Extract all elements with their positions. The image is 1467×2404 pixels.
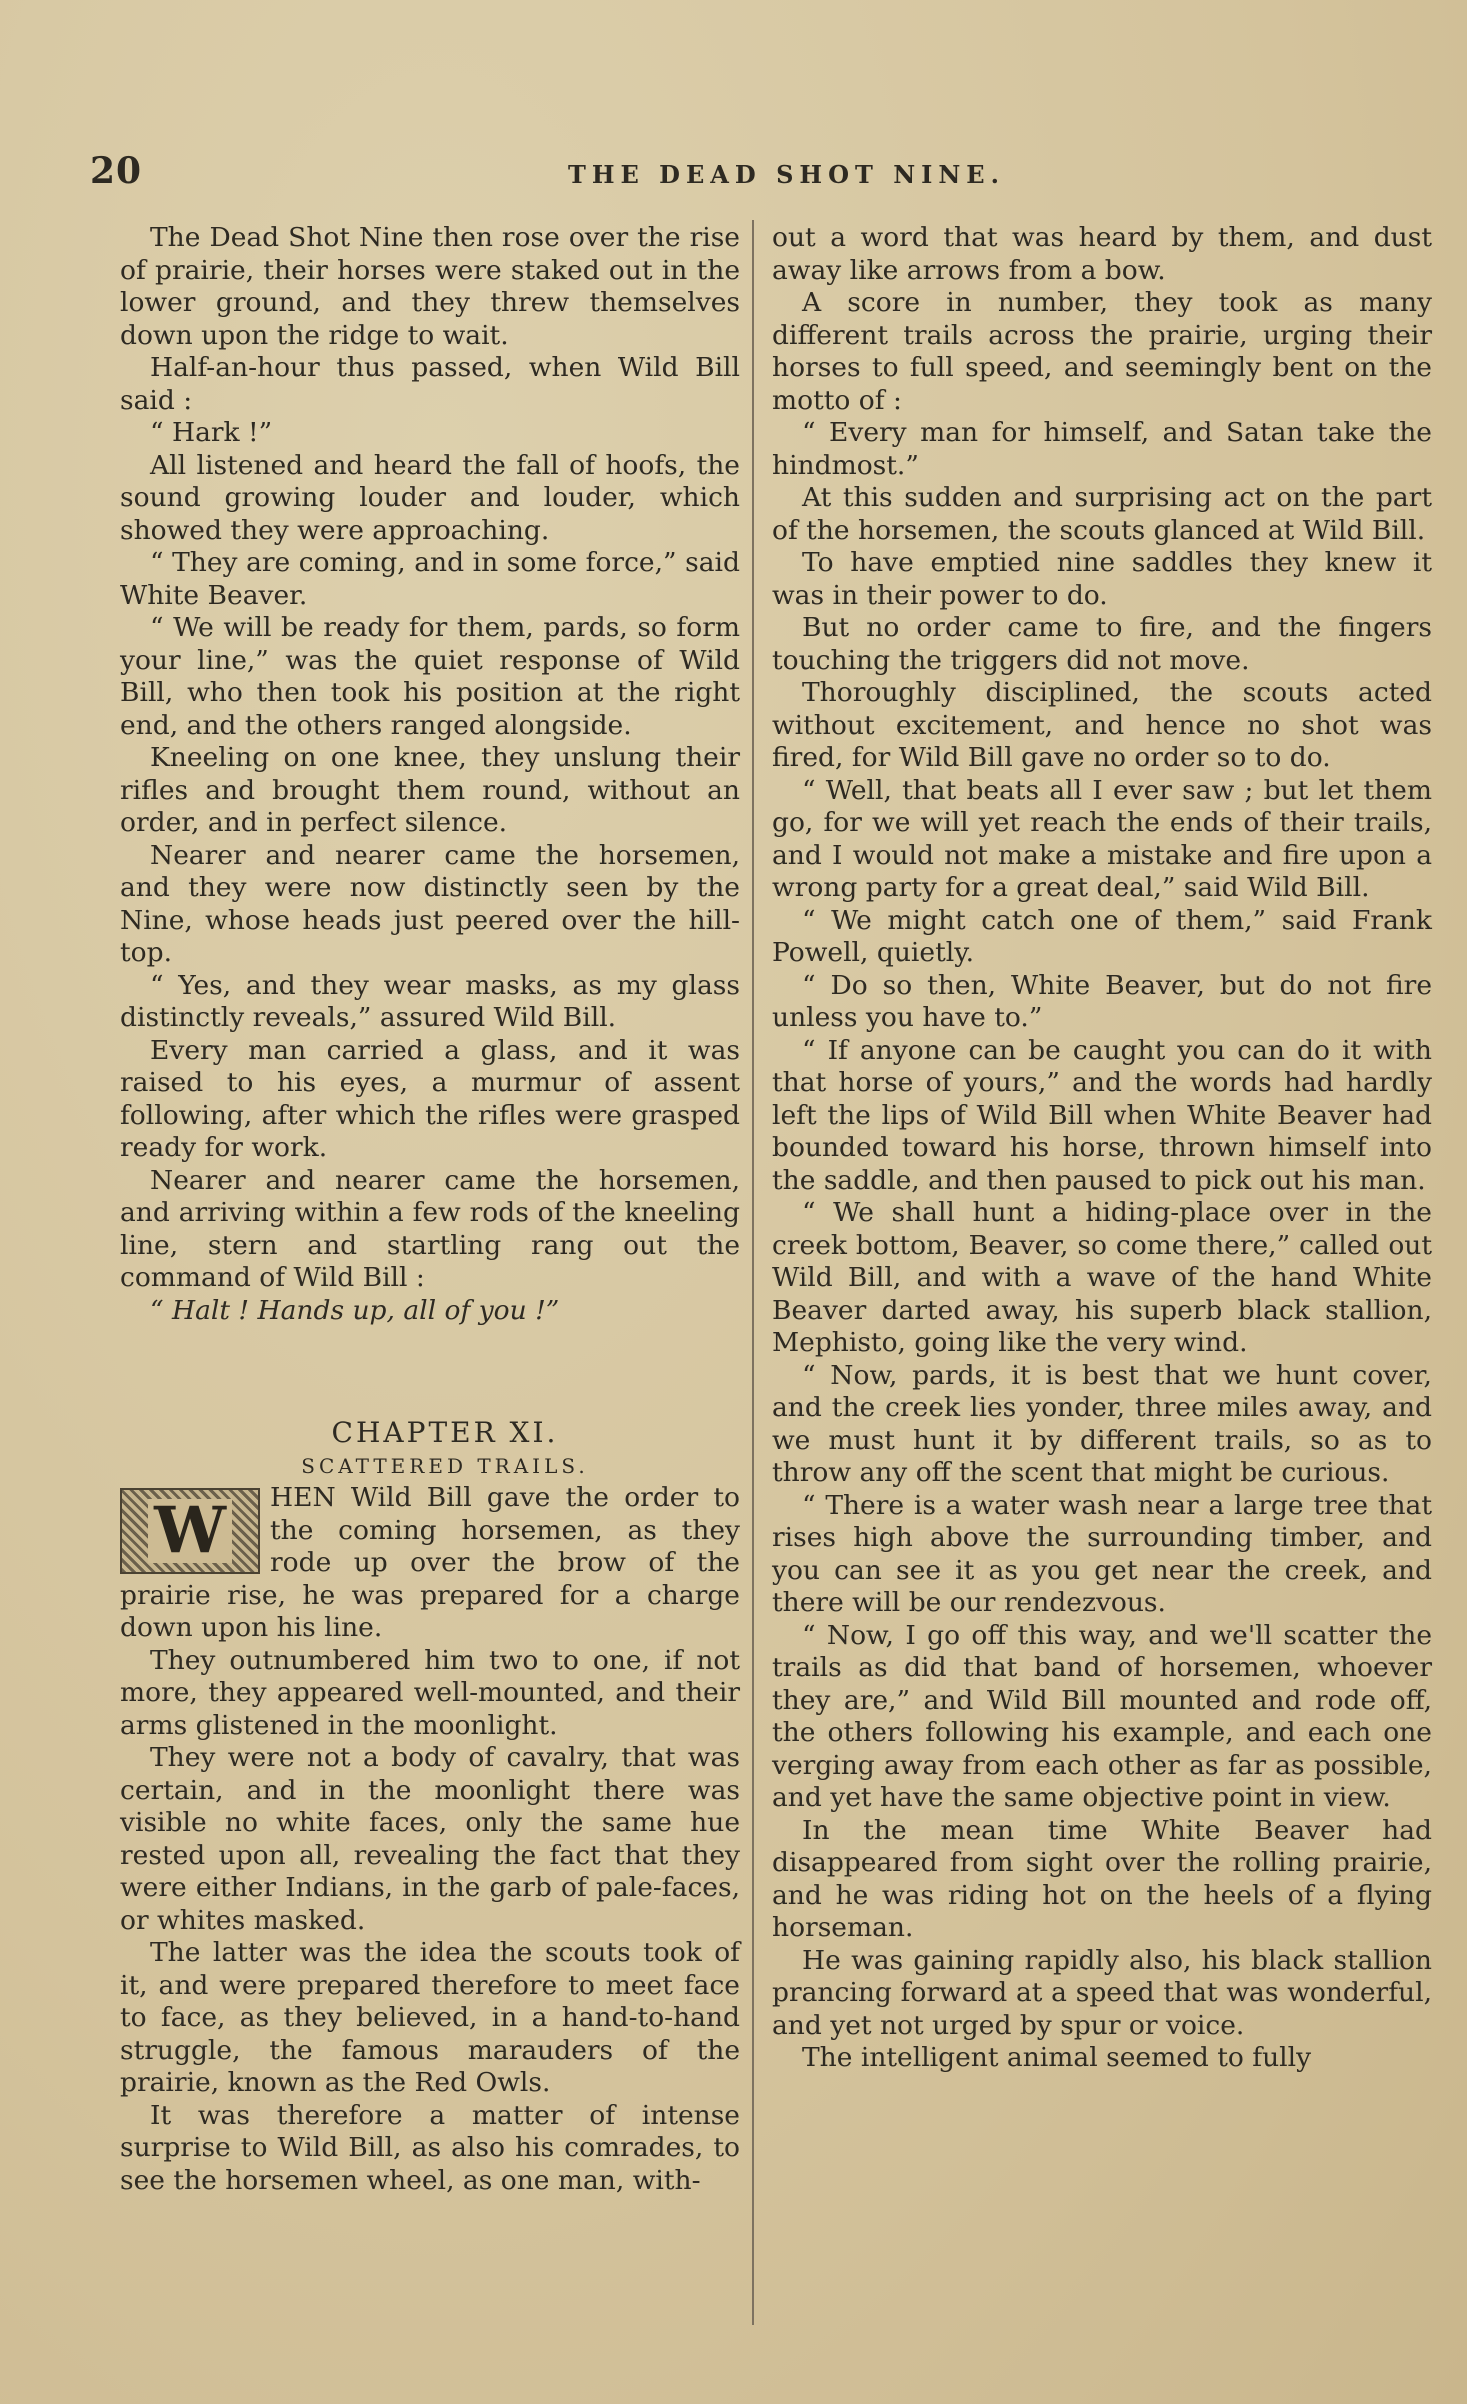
paragraph: To have emptied nine saddles they knew it was in their power to do. — [772, 547, 1432, 611]
paragraph: Nearer and nearer came the horsemen, and they were now distinctly seen by the Nine, whose heads just peered over the hill-top. — [120, 839, 740, 968]
opening-paragraph — [120, 1482, 740, 1645]
paragraph: Thoroughly disciplined, the scouts acted without excitement, and hence no shot was fired, for Wild Bill gave no order so to do. — [772, 677, 1432, 773]
paragraph: “ Yes, and they wear masks, as my glass distinctly reveals,” assured Wild Bill. — [120, 969, 740, 1033]
paragraph: “ Well, that beats all I ever saw ; but let them go, for we will yet reach the ends of their trails, and I would not make a mistake and fire upon a wrong party for a great deal,” said Wild Bill. — [772, 774, 1432, 903]
paragraph: It was therefore a matter of intense surprise to Wild Bill, as also his comrades, to see the horsemen wheel, as one man, with- — [120, 2099, 740, 2196]
chapter-subtitle: SCATTERED TRAILS. — [301, 1453, 589, 1478]
paragraph: “ Every man for himself, and Satan take the hindmost.” — [772, 417, 1432, 481]
paragraph: “ They are coming, and in some force,” said White Beaver. — [120, 547, 740, 611]
paragraph: The Dead Shot Nine then rose over the rise of prairie, their horses were staked out in the lower ground, and they threw themselves down upon the ridge to wait. — [120, 222, 740, 351]
running-head: THE DEAD SHOT NINE. — [568, 160, 1005, 189]
paragraph: The latter was the idea the scouts took of it, and were prepared therefore to meet face to face, as they believed, in a hand-to-hand struggle, the famous marauders of the prairie, known as the Red Owls. — [120, 1937, 740, 2098]
paragraph: “ We might catch one of them,” said Frank Powell, quietly. — [772, 904, 1432, 968]
paragraph: In the mean time White Beaver had disappeared from sight over the rolling prairie, and he was riding hot on the heels of a flying horseman. — [772, 1814, 1432, 1943]
paragraph: Nearer and nearer came the horsemen, and arriving within a few rods of the kneeling line, stern and startling rang out the command of Wild Bill : — [120, 1164, 740, 1293]
paragraph: “ If anyone can be caught you can do it with that horse of yours,” and the words had hardly left the lips of Wild Bill when White Beaver had bounded toward his horse, thrown himself into the saddle, and then paused to pick out his man. — [772, 1034, 1432, 1196]
continued-line: out a word that was heard by them, and dust away like arrows from a bow. — [772, 222, 1432, 286]
paragraph: “ Now, pards, it is best that we hunt cover, and the creek lies yonder, three miles away, and we must hunt it by different trails, so as to throw any off the scent that might be curious. — [772, 1359, 1432, 1488]
drop-cap — [120, 1488, 260, 1574]
opening-text: HEN Wild Bill gave the order to the coming horsemen, as they rode up over the brow of the prairie rise, he was prepared for a charge down upon his line. — [120, 1482, 740, 1643]
left-column — [120, 222, 740, 2197]
paragraph: They were not a body of cavalry, that was certain, and in the moonlight there was visible no white faces, only the same hue rested upon all, revealing the fact that they were either Indians, in the garb of pale-faces, or whites masked. — [120, 1742, 740, 1936]
paragraph: Every man carried a glass, and it was raised to his eyes, a murmur of assent following, after which the rifles were grasped ready for work. — [120, 1034, 740, 1163]
column-divider — [752, 220, 754, 2325]
paragraph: “ Now, I go off this way, and we'll scatter the trails as did that band of horsemen, whoever they are,” and Wild Bill mounted and rode off, the others following his example, and each one verging away from each other as far as possible, and yet have the same objective point in view. — [772, 1619, 1432, 1813]
paragraph: The intelligent animal seemed to fully — [802, 2042, 1312, 2073]
paragraph: At this sudden and surprising act on the part of the horsemen, the scouts glanced at Wild Bill. — [772, 482, 1432, 546]
paragraph: Half-an-hour thus passed, when Wild Bill said : — [120, 352, 740, 416]
paragraph: “ We will be ready for them, pards, so form your line,” was the quiet response of Wild Bill, who then took his position at the right end, and the others ranged alongside. — [120, 612, 740, 741]
chapter-title: CHAPTER XI. — [331, 1416, 559, 1449]
paragraph: A score in number, they took as many different trails across the prairie, urging their horses to full speed, and seemingly bent on the motto of : — [772, 287, 1432, 416]
paragraph: All listened and heard the fall of hoofs, the sound growing louder and louder, which showed they were approaching. — [120, 449, 740, 546]
paragraph: They outnumbered him two to one, if not more, they appeared well-mounted, and their arms glistened in the moonlight. — [120, 1644, 740, 1741]
paragraph: Kneeling on one knee, they unslung their rifles and brought them round, without an order, and in perfect silence. — [120, 742, 740, 838]
paragraph: “ There is a water wash near a large tree that rises high above the surrounding timber, and you can see it as you get near the creek, and there will be our rendezvous. — [772, 1489, 1432, 1618]
paragraph: “ We shall hunt a hiding-place over in the creek bottom, Beaver, so come there,” called out Wild Bill, and with a wave of the hand White Beaver darted away, his superb black stallion, Mephisto, going like the very wind. — [772, 1197, 1432, 1358]
paragraph: “ Do so then, White Beaver, but do not fire unless you have to.” — [772, 969, 1432, 1033]
paragraph: “ Hark !” — [150, 417, 273, 448]
paragraph: But no order came to fire, and the fingers touching the triggers did not move. — [772, 612, 1432, 676]
paragraph: He was gaining rapidly also, his black stallion prancing forward at a speed that was wonderful, and yet not urged by spur or voice. — [772, 1944, 1432, 2041]
page-number: 20 — [90, 150, 143, 192]
command-line: “ Halt ! Hands up, all of you !” — [150, 1294, 560, 1326]
right-column — [772, 222, 1432, 2075]
drop-cap-letter: W — [148, 1499, 232, 1563]
